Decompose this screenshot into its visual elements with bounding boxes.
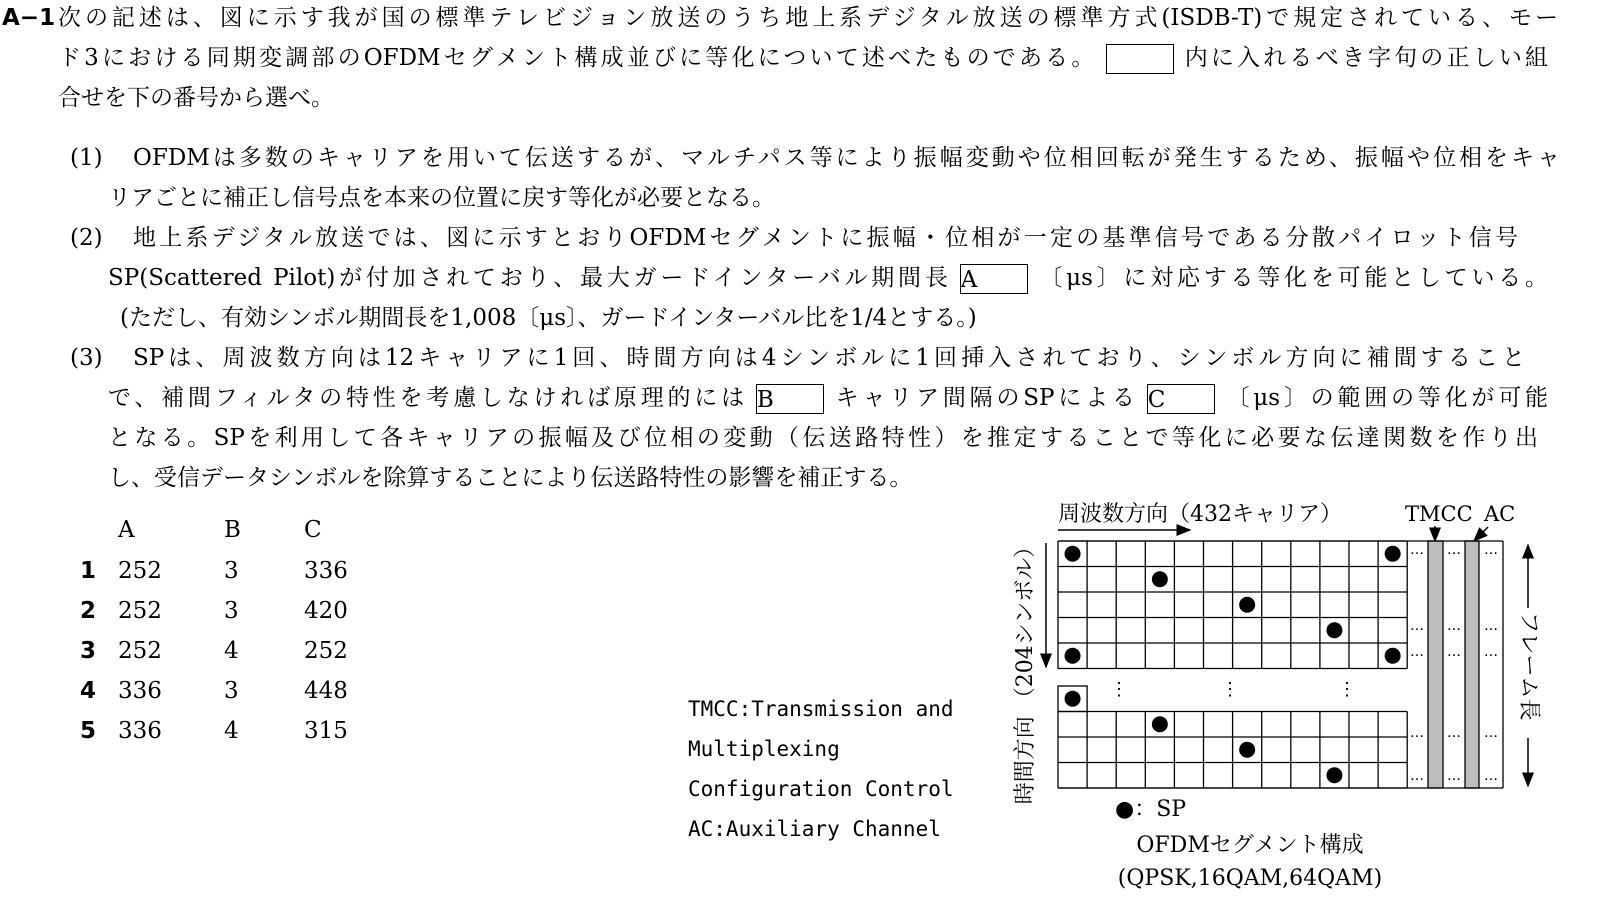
choice-number: 3 <box>80 638 97 664</box>
choice-b: 3 <box>224 598 239 624</box>
choice-c: 448 <box>304 678 348 704</box>
legend-line: Configuration Control <box>688 777 954 801</box>
intro-text: ド3における同期変調部のOFDMセグメント構成並びに等化について述べたものである。 <box>58 45 1098 71</box>
ellipsis: … <box>1484 618 1498 634</box>
header-c: C <box>304 517 322 543</box>
ellipsis: … <box>1410 618 1424 634</box>
choice-number: 2 <box>80 598 97 624</box>
choice-a: 252 <box>118 558 162 584</box>
vertical-ellipsis: ⋮ <box>1338 679 1356 700</box>
choice-number: 4 <box>80 678 97 704</box>
vertical-ellipsis: ⋮ <box>1221 679 1239 700</box>
choice-a: 252 <box>118 638 162 664</box>
item-3-line-3: となる。SPを利用して各キャリアの振幅及び位相の変動（伝送路特性）を推定することで等化に必要な伝達関数を作り出 <box>108 425 1538 451</box>
scattered-pilot-dot <box>1385 546 1401 562</box>
item-3-line-2 <box>108 382 1548 414</box>
ellipsis: … <box>1484 644 1498 660</box>
vertical-ellipsis: ⋮ <box>1110 679 1128 700</box>
item-number: (1) <box>70 145 103 171</box>
scattered-pilot-dot <box>1326 622 1342 638</box>
item-3-line-1: SPは、周波数方向は12キャリアに1回、時間方向は4シンボルに1回挿入されており、シンボル方向に補間すること <box>133 345 1525 371</box>
scattered-pilot-dot <box>1065 691 1081 707</box>
item-text: 〔μs〕の範囲の等化が可能 <box>1222 385 1548 411</box>
tmcc-label: TMCC <box>1405 502 1473 526</box>
item-text: で、補間フィルタの特性を考慮しなければ原理的には <box>108 385 748 411</box>
ofdm-segment-diagram <box>1000 490 1614 920</box>
ellipsis: … <box>1484 768 1498 784</box>
item-number: (2) <box>70 225 103 251</box>
ellipsis: … <box>1410 725 1424 741</box>
choice-number: 5 <box>80 718 97 744</box>
scattered-pilot-dot <box>1239 597 1255 613</box>
time-direction-label: 時間方向 （204シンボル） <box>1013 535 1038 805</box>
carrier-symbol-grid <box>1058 541 1503 788</box>
choice-c: 336 <box>304 558 348 584</box>
scattered-pilot-dot <box>1326 767 1342 783</box>
item-text: 〔μs〕に対応する等化を可能としている。 <box>1035 265 1548 291</box>
scattered-pilot-dot <box>1385 648 1401 664</box>
item-text: SP(Scattered Pilot)が付加されており、最大ガードインターバル期間長 <box>108 265 952 291</box>
intro-text: 内に入れるべき字句の正しい組 <box>1181 45 1549 71</box>
frame-length-label: フレーム長 <box>1516 611 1541 721</box>
frequency-direction-label: 周波数方向（432キャリア） <box>1058 502 1342 527</box>
blank-box <box>1106 44 1174 74</box>
ellipsis: … <box>1484 542 1498 558</box>
blank-a: A <box>960 264 1028 294</box>
choice-b: 4 <box>224 638 239 664</box>
choice-number: 1 <box>80 558 97 584</box>
blank-c: C <box>1147 384 1215 414</box>
ellipsis: … <box>1410 768 1424 784</box>
scattered-pilot-dot <box>1065 648 1081 664</box>
ellipsis: … <box>1447 618 1461 634</box>
ellipsis: … <box>1447 768 1461 784</box>
item-1-line-2: リアごとに補正し信号点を本来の位置に戻す等化が必要となる。 <box>108 185 775 211</box>
choice-a: 336 <box>118 678 162 704</box>
blank-b: B <box>756 384 824 414</box>
scattered-pilot-dot <box>1239 742 1255 758</box>
ac-column <box>1465 541 1479 788</box>
sp-legend: ●：SP <box>1115 797 1187 822</box>
ellipsis: … <box>1447 725 1461 741</box>
item-2-line-3: (ただし、有効シンボル期間長を1,008〔μs〕、ガードインターバル比を1/4とする。) <box>120 305 977 331</box>
ellipsis: … <box>1447 542 1461 558</box>
item-2-line-2 <box>108 262 1548 294</box>
scattered-pilot-dot <box>1152 716 1168 732</box>
ellipsis: … <box>1410 542 1424 558</box>
legend-line: Multiplexing <box>688 737 840 761</box>
item-3-line-4: し、受信データシンボルを除算することにより伝送路特性の影響を補正する。 <box>108 465 913 491</box>
header-a: A <box>118 517 135 543</box>
choice-c: 420 <box>304 598 348 624</box>
choice-c: 252 <box>304 638 348 664</box>
intro-line-3: 合せを下の番号から選べ。 <box>58 85 334 111</box>
item-number: (3) <box>70 345 103 371</box>
question-label: A−1 <box>2 5 56 31</box>
tmcc-column <box>1428 541 1443 788</box>
diagram-caption: OFDMセグメント構成 <box>1136 833 1364 858</box>
legend-line: TMCC:Transmission and <box>688 697 954 721</box>
scattered-pilot-dot <box>1065 546 1081 562</box>
item-1-line-1: OFDMは多数のキャリアを用いて伝送するが、マルチパス等により振幅変動や位相回転が発生するため、振幅や位相をキャ <box>133 145 1560 171</box>
choice-b: 3 <box>224 558 239 584</box>
choice-a: 336 <box>118 718 162 744</box>
ellipsis: … <box>1447 644 1461 660</box>
ellipsis: … <box>1484 725 1498 741</box>
item-2-line-1: 地上系デジタル放送では、図に示すとおりOFDMセグメントに振幅・位相が一定の基準信号である分散パイロット信号 <box>133 225 1518 251</box>
ellipsis: … <box>1410 644 1424 660</box>
diagram-caption-modulations: (QPSK,16QAM,64QAM) <box>1117 866 1383 891</box>
legend-line: AC:Auxiliary Channel <box>688 817 941 841</box>
choice-b: 3 <box>224 678 239 704</box>
ac-label: AC <box>1484 502 1516 526</box>
scattered-pilot-dot <box>1152 571 1168 587</box>
item-text: キャリア間隔のSPによる <box>831 385 1139 411</box>
intro-line-2 <box>58 42 1548 74</box>
ac-arrow <box>1474 527 1488 541</box>
header-b: B <box>224 517 241 543</box>
intro-line-1: 次の記述は、図に示す我が国の標準テレビジョン放送のうち地上系デジタル放送の標準方式(ISDB-T)で規定されている、モー <box>58 5 1558 31</box>
choice-c: 315 <box>304 718 348 744</box>
choice-a: 252 <box>118 598 162 624</box>
choice-b: 4 <box>224 718 239 744</box>
